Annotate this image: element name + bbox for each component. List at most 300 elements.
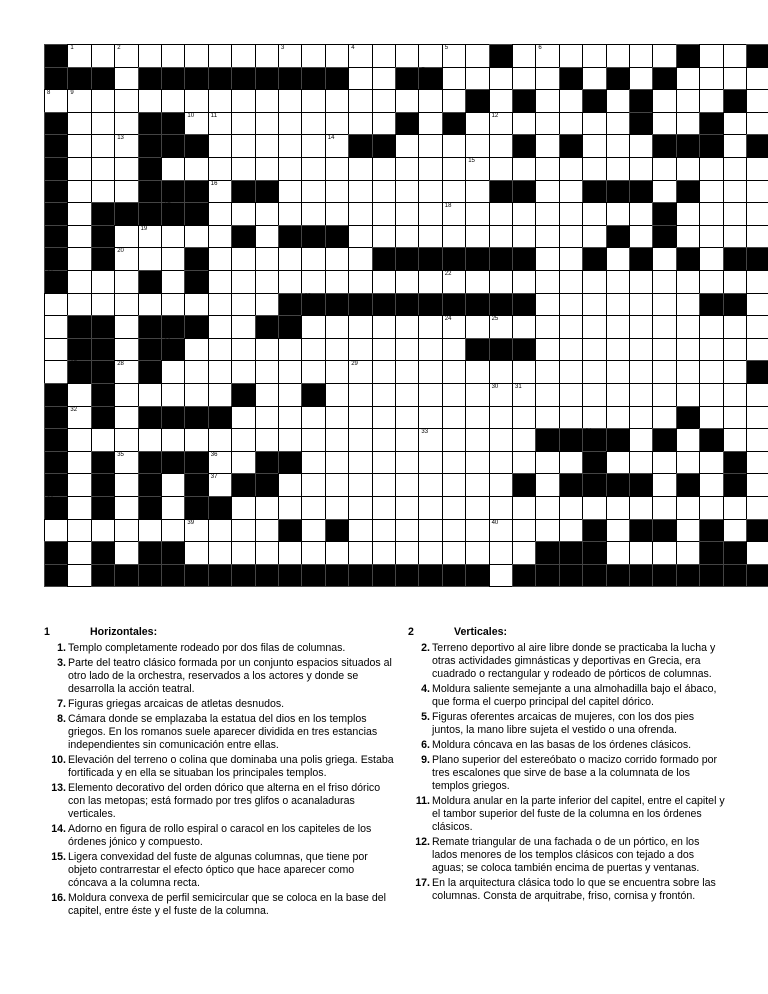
grid-cell[interactable] [184,44,208,68]
grid-cell[interactable] [161,519,185,543]
grid-cell[interactable] [676,519,700,543]
grid-cell[interactable] [559,451,583,475]
grid-cell[interactable] [699,406,723,430]
grid-cell[interactable] [67,247,91,271]
grid-cell[interactable] [699,89,723,113]
grid-cell[interactable] [301,89,325,113]
grid-cell[interactable] [301,473,325,497]
grid-cell[interactable] [746,202,768,226]
grid-cell[interactable] [67,428,91,452]
grid-cell[interactable] [114,134,138,158]
grid-cell[interactable] [442,473,466,497]
grid-cell[interactable] [699,360,723,384]
grid-cell[interactable] [278,383,302,407]
grid-cell[interactable] [301,112,325,136]
grid-cell[interactable] [489,541,513,565]
grid-cell[interactable] [418,112,442,136]
grid-cell[interactable] [372,541,396,565]
grid-cell[interactable] [372,67,396,91]
grid-cell[interactable] [442,157,466,181]
grid-cell[interactable] [442,270,466,294]
grid-cell[interactable] [255,225,279,249]
grid-cell[interactable] [161,428,185,452]
grid-cell[interactable] [418,180,442,204]
grid-cell[interactable] [512,67,536,91]
grid-cell[interactable] [629,360,653,384]
grid-cell[interactable] [559,247,583,271]
grid-cell[interactable] [629,428,653,452]
grid-cell[interactable] [278,473,302,497]
grid-cell[interactable] [559,180,583,204]
grid-cell[interactable] [723,496,747,520]
grid-cell[interactable] [418,338,442,362]
grid-cell[interactable] [746,383,768,407]
grid-cell[interactable] [535,247,559,271]
grid-cell[interactable] [325,406,349,430]
grid-cell[interactable] [535,270,559,294]
grid-cell[interactable] [512,451,536,475]
grid-cell[interactable] [652,293,676,317]
grid-cell[interactable] [489,89,513,113]
grid-cell[interactable] [44,293,68,317]
grid-cell[interactable] [535,67,559,91]
grid-cell[interactable] [348,270,372,294]
grid-cell[interactable] [512,360,536,384]
grid-cell[interactable] [582,202,606,226]
grid-cell[interactable] [535,473,559,497]
grid-cell[interactable] [442,338,466,362]
grid-cell[interactable] [208,473,232,497]
grid-cell[interactable] [208,112,232,136]
grid-cell[interactable] [512,112,536,136]
grid-cell[interactable] [489,519,513,543]
grid-cell[interactable] [301,134,325,158]
grid-cell[interactable] [67,451,91,475]
grid-cell[interactable] [723,202,747,226]
grid-cell[interactable] [465,112,489,136]
grid-cell[interactable] [91,134,115,158]
grid-cell[interactable] [67,180,91,204]
grid-cell[interactable] [652,89,676,113]
grid-cell[interactable] [301,44,325,68]
grid-cell[interactable] [372,89,396,113]
grid-cell[interactable] [606,496,630,520]
grid-cell[interactable] [91,180,115,204]
grid-cell[interactable] [746,112,768,136]
grid-cell[interactable] [535,315,559,339]
grid-cell[interactable] [161,225,185,249]
grid-cell[interactable] [746,406,768,430]
grid-cell[interactable] [606,451,630,475]
grid-cell[interactable] [301,360,325,384]
grid-cell[interactable] [255,293,279,317]
grid-cell[interactable] [559,112,583,136]
grid-cell[interactable] [372,270,396,294]
grid-cell[interactable] [489,428,513,452]
grid-cell[interactable] [208,519,232,543]
grid-cell[interactable] [301,428,325,452]
grid-cell[interactable] [372,360,396,384]
grid-cell[interactable] [231,270,255,294]
grid-cell[interactable] [114,247,138,271]
grid-cell[interactable] [372,157,396,181]
grid-cell[interactable] [67,202,91,226]
grid-cell[interactable] [278,180,302,204]
grid-cell[interactable] [278,157,302,181]
grid-cell[interactable] [723,225,747,249]
grid-cell[interactable] [348,406,372,430]
grid-cell[interactable] [676,225,700,249]
grid-cell[interactable] [535,44,559,68]
grid-cell[interactable] [395,225,419,249]
grid-cell[interactable] [138,89,162,113]
grid-cell[interactable] [208,89,232,113]
grid-cell[interactable] [114,293,138,317]
grid-cell[interactable] [629,270,653,294]
grid-cell[interactable] [582,225,606,249]
grid-cell[interactable] [512,406,536,430]
grid-cell[interactable] [278,112,302,136]
grid-cell[interactable] [208,451,232,475]
grid-cell[interactable] [114,180,138,204]
grid-cell[interactable] [161,293,185,317]
grid-cell[interactable] [184,428,208,452]
grid-cell[interactable] [535,202,559,226]
grid-cell[interactable] [489,112,513,136]
grid-cell[interactable] [395,202,419,226]
grid-cell[interactable] [348,473,372,497]
grid-cell[interactable] [301,451,325,475]
grid-cell[interactable] [489,360,513,384]
grid-cell[interactable] [44,315,68,339]
grid-cell[interactable] [161,360,185,384]
grid-cell[interactable] [652,157,676,181]
grid-cell[interactable] [652,112,676,136]
grid-cell[interactable] [395,270,419,294]
grid-cell[interactable] [278,270,302,294]
grid-cell[interactable] [606,157,630,181]
grid-cell[interactable] [606,112,630,136]
grid-cell[interactable] [161,473,185,497]
grid-cell[interactable] [723,157,747,181]
grid-cell[interactable] [114,270,138,294]
grid-cell[interactable] [138,293,162,317]
grid-cell[interactable] [255,428,279,452]
grid-cell[interactable] [208,541,232,565]
grid-cell[interactable] [138,247,162,271]
grid-cell[interactable] [606,293,630,317]
grid-cell[interactable] [676,89,700,113]
grid-cell[interactable] [348,180,372,204]
grid-cell[interactable] [418,406,442,430]
grid-cell[interactable] [418,134,442,158]
grid-cell[interactable] [278,496,302,520]
grid-cell[interactable] [67,134,91,158]
grid-cell[interactable] [255,360,279,384]
grid-cell[interactable] [184,338,208,362]
grid-cell[interactable] [606,519,630,543]
grid-cell[interactable] [418,89,442,113]
grid-cell[interactable] [512,315,536,339]
grid-cell[interactable] [512,428,536,452]
grid-cell[interactable] [114,406,138,430]
grid-cell[interactable] [582,157,606,181]
grid-cell[interactable] [231,89,255,113]
grid-cell[interactable] [114,473,138,497]
grid-cell[interactable] [114,541,138,565]
grid-cell[interactable] [208,134,232,158]
grid-cell[interactable] [746,473,768,497]
grid-cell[interactable] [184,293,208,317]
grid-cell[interactable] [489,496,513,520]
grid-cell[interactable] [372,406,396,430]
grid-cell[interactable] [184,89,208,113]
grid-cell[interactable] [372,112,396,136]
grid-cell[interactable] [652,383,676,407]
grid-cell[interactable] [301,519,325,543]
grid-cell[interactable] [301,180,325,204]
grid-cell[interactable] [699,180,723,204]
grid-cell[interactable] [676,428,700,452]
grid-cell[interactable] [325,89,349,113]
grid-cell[interactable] [91,519,115,543]
grid-cell[interactable] [746,428,768,452]
grid-cell[interactable] [606,202,630,226]
grid-cell[interactable] [465,406,489,430]
grid-cell[interactable] [489,315,513,339]
grid-cell[interactable] [489,225,513,249]
grid-cell[interactable] [676,541,700,565]
grid-cell[interactable] [231,134,255,158]
grid-cell[interactable] [372,44,396,68]
grid-cell[interactable] [559,89,583,113]
grid-cell[interactable] [395,315,419,339]
grid-cell[interactable] [325,112,349,136]
grid-cell[interactable] [348,44,372,68]
grid-cell[interactable] [699,225,723,249]
grid-cell[interactable] [44,338,68,362]
grid-cell[interactable] [348,247,372,271]
grid-cell[interactable] [699,202,723,226]
grid-cell[interactable] [442,202,466,226]
grid-cell[interactable] [208,247,232,271]
grid-cell[interactable] [348,496,372,520]
grid-cell[interactable] [255,338,279,362]
grid-cell[interactable] [395,541,419,565]
grid-cell[interactable] [535,157,559,181]
grid-cell[interactable] [442,360,466,384]
grid-cell[interactable] [372,383,396,407]
grid-cell[interactable] [582,496,606,520]
grid-cell[interactable] [512,225,536,249]
grid-cell[interactable] [325,180,349,204]
grid-cell[interactable] [138,428,162,452]
grid-cell[interactable] [231,293,255,317]
grid-cell[interactable] [676,360,700,384]
grid-cell[interactable] [606,406,630,430]
grid-cell[interactable] [418,541,442,565]
grid-cell[interactable] [114,89,138,113]
grid-cell[interactable] [676,383,700,407]
grid-cell[interactable] [348,541,372,565]
grid-cell[interactable] [418,428,442,452]
grid-cell[interactable] [676,496,700,520]
grid-cell[interactable] [489,451,513,475]
grid-cell[interactable] [395,157,419,181]
grid-cell[interactable] [652,44,676,68]
grid-cell[interactable] [138,383,162,407]
grid-cell[interactable] [723,180,747,204]
grid-cell[interactable] [582,338,606,362]
grid-cell[interactable] [676,67,700,91]
grid-cell[interactable] [465,428,489,452]
grid-cell[interactable] [535,496,559,520]
grid-cell[interactable] [652,473,676,497]
grid-cell[interactable] [629,225,653,249]
grid-cell[interactable] [114,67,138,91]
grid-cell[interactable] [114,519,138,543]
grid-cell[interactable] [559,202,583,226]
grid-cell[interactable] [723,44,747,68]
grid-cell[interactable] [301,270,325,294]
grid-cell[interactable] [161,270,185,294]
grid-cell[interactable] [442,519,466,543]
grid-cell[interactable] [465,451,489,475]
grid-cell[interactable] [676,338,700,362]
grid-cell[interactable] [489,134,513,158]
grid-cell[interactable] [372,225,396,249]
grid-cell[interactable] [582,293,606,317]
grid-cell[interactable] [184,519,208,543]
grid-cell[interactable] [442,541,466,565]
grid-cell[interactable] [208,315,232,339]
grid-cell[interactable] [489,157,513,181]
grid-cell[interactable] [535,134,559,158]
grid-cell[interactable] [465,270,489,294]
grid-cell[interactable] [465,134,489,158]
grid-cell[interactable] [114,157,138,181]
grid-cell[interactable] [652,541,676,565]
grid-cell[interactable] [67,519,91,543]
grid-cell[interactable] [629,541,653,565]
grid-cell[interactable] [442,89,466,113]
grid-cell[interactable] [278,44,302,68]
grid-cell[interactable] [559,383,583,407]
grid-cell[interactable] [67,112,91,136]
grid-cell[interactable] [114,112,138,136]
grid-cell[interactable] [535,225,559,249]
grid-cell[interactable] [208,270,232,294]
grid-cell[interactable] [231,112,255,136]
grid-cell[interactable] [372,451,396,475]
grid-cell[interactable] [535,360,559,384]
grid-cell[interactable] [348,157,372,181]
grid-cell[interactable] [418,496,442,520]
grid-cell[interactable] [582,315,606,339]
grid-cell[interactable] [231,451,255,475]
grid-cell[interactable] [512,44,536,68]
grid-cell[interactable] [325,338,349,362]
grid-cell[interactable] [559,225,583,249]
grid-cell[interactable] [582,270,606,294]
grid-cell[interactable] [418,315,442,339]
grid-cell[interactable] [723,112,747,136]
grid-cell[interactable] [372,428,396,452]
grid-cell[interactable] [67,473,91,497]
grid-cell[interactable] [606,360,630,384]
grid-cell[interactable] [67,496,91,520]
grid-cell[interactable] [606,338,630,362]
grid-cell[interactable] [395,338,419,362]
grid-cell[interactable] [629,157,653,181]
grid-cell[interactable] [161,247,185,271]
grid-cell[interactable] [535,180,559,204]
grid-cell[interactable] [301,338,325,362]
grid-cell[interactable] [91,44,115,68]
grid-cell[interactable] [442,383,466,407]
grid-cell[interactable] [535,112,559,136]
grid-cell[interactable] [606,134,630,158]
grid-cell[interactable] [512,541,536,565]
grid-cell[interactable] [348,315,372,339]
grid-cell[interactable] [114,383,138,407]
grid-cell[interactable] [91,157,115,181]
grid-cell[interactable] [67,406,91,430]
grid-cell[interactable] [465,496,489,520]
grid-cell[interactable] [723,315,747,339]
grid-cell[interactable] [255,89,279,113]
grid-cell[interactable] [512,383,536,407]
grid-cell[interactable] [372,338,396,362]
grid-cell[interactable] [699,67,723,91]
grid-cell[interactable] [465,67,489,91]
grid-cell[interactable] [723,134,747,158]
grid-cell[interactable] [161,383,185,407]
grid-cell[interactable] [114,315,138,339]
grid-cell[interactable] [442,451,466,475]
grid-cell[interactable] [559,315,583,339]
grid-cell[interactable] [535,293,559,317]
grid-cell[interactable] [231,360,255,384]
grid-cell[interactable] [348,360,372,384]
grid-cell[interactable] [559,338,583,362]
grid-cell[interactable] [255,202,279,226]
grid-cell[interactable] [395,496,419,520]
grid-cell[interactable] [465,180,489,204]
grid-cell[interactable] [699,473,723,497]
grid-cell[interactable] [746,315,768,339]
grid-cell[interactable] [746,67,768,91]
grid-cell[interactable] [325,134,349,158]
grid-cell[interactable] [629,451,653,475]
grid-cell[interactable] [114,496,138,520]
grid-cell[interactable] [582,134,606,158]
grid-cell[interactable] [184,112,208,136]
grid-cell[interactable] [535,451,559,475]
grid-cell[interactable] [372,473,396,497]
grid-cell[interactable] [231,202,255,226]
grid-cell[interactable] [559,293,583,317]
grid-cell[interactable] [278,89,302,113]
grid-cell[interactable] [676,315,700,339]
grid-cell[interactable] [231,406,255,430]
grid-cell[interactable] [699,247,723,271]
grid-cell[interactable] [278,202,302,226]
grid-cell[interactable] [465,202,489,226]
grid-cell[interactable] [208,293,232,317]
grid-cell[interactable] [44,360,68,384]
grid-cell[interactable] [67,225,91,249]
